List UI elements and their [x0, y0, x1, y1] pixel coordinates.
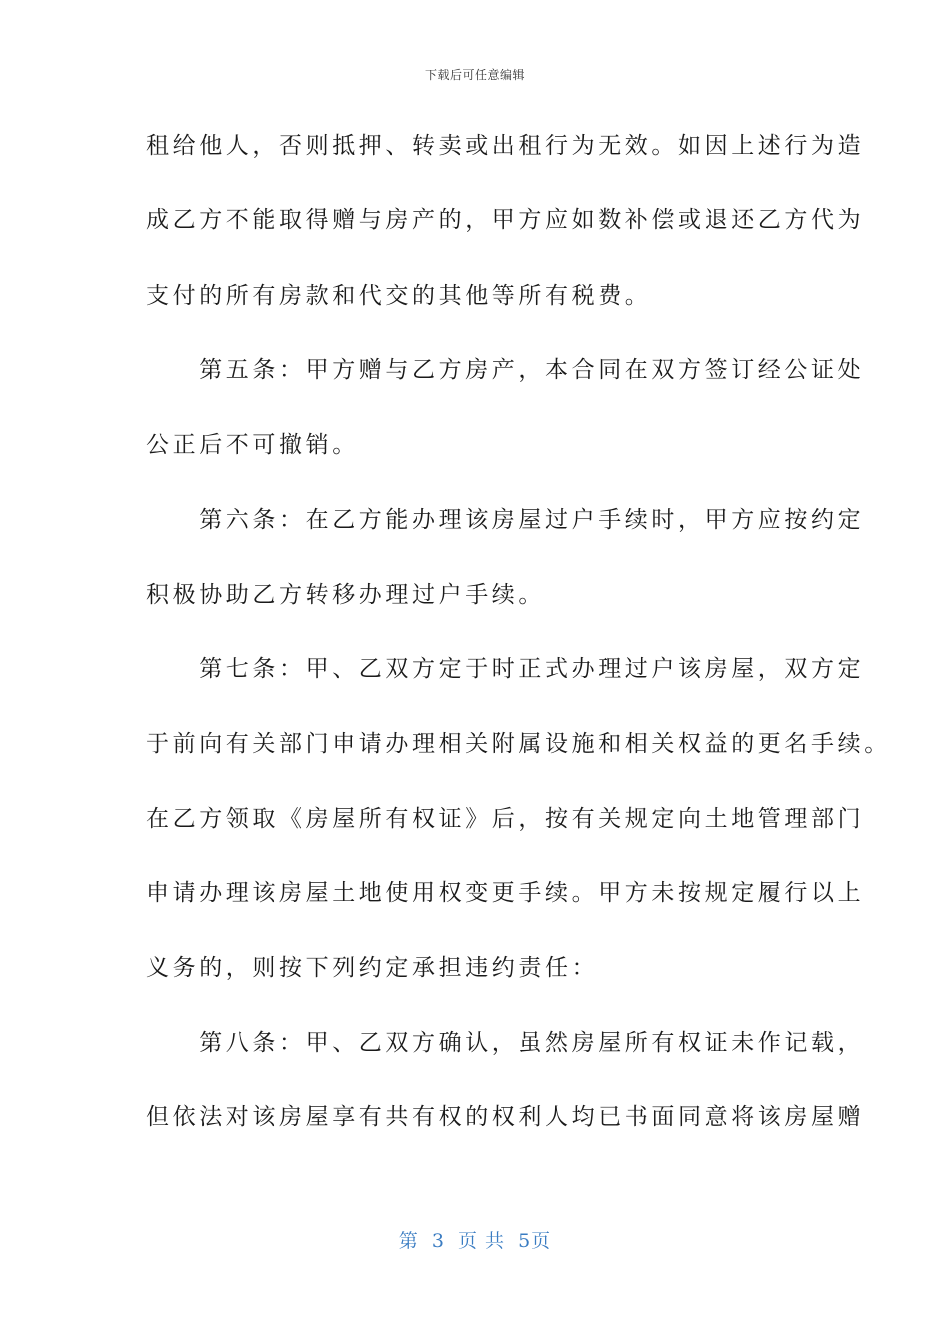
- page-header: 下载后可任意编辑: [424, 68, 525, 82]
- body-line: 租给他人，否则抵押、转卖或出租行为无效。如因上述行为造: [146, 133, 865, 159]
- body-line: 但依法对该房屋享有共有权的权利人均已书面同意将该房屋赠: [146, 1104, 865, 1130]
- body-line: 第七条：甲、乙双方定于时正式办理过户该房屋，双方定: [146, 656, 865, 682]
- body-line: 积极协助乙方转移办理过户手续。: [146, 582, 545, 608]
- body-line: 第八条：甲、乙双方确认，虽然房屋所有权证未作记载，: [146, 1030, 865, 1056]
- body-line: 支付的所有房款和代交的其他等所有税费。: [146, 283, 652, 309]
- page-number-middle: 页 共: [458, 1230, 506, 1252]
- body-line: 申请办理该房屋土地使用权变更手续。甲方未按规定履行以上: [146, 880, 865, 906]
- body-line: 第五条：甲方赠与乙方房产，本合同在双方签订经公证处: [146, 357, 865, 383]
- body-line: 义务的，则按下列约定承担违约责任：: [146, 955, 599, 981]
- body-line: 第六条：在乙方能办理该房屋过户手续时，甲方应按约定: [146, 507, 865, 533]
- body-line: 于前向有关部门申请办理相关附属设施和相关权益的更名手续。: [146, 731, 891, 757]
- body-line: 成乙方不能取得赠与房产的，甲方应如数补偿或退还乙方代为: [146, 207, 865, 233]
- page-number-prefix: 第: [398, 1230, 419, 1252]
- page-number-current: 3: [431, 1230, 445, 1252]
- body-line: 公正后不可撤销。: [146, 432, 359, 458]
- body-line: 在乙方领取《房屋所有权证》后，按有关规定向土地管理部门: [146, 806, 865, 832]
- page-number-footer: [0, 1226, 950, 1253]
- page-number-total: 5页: [518, 1230, 552, 1252]
